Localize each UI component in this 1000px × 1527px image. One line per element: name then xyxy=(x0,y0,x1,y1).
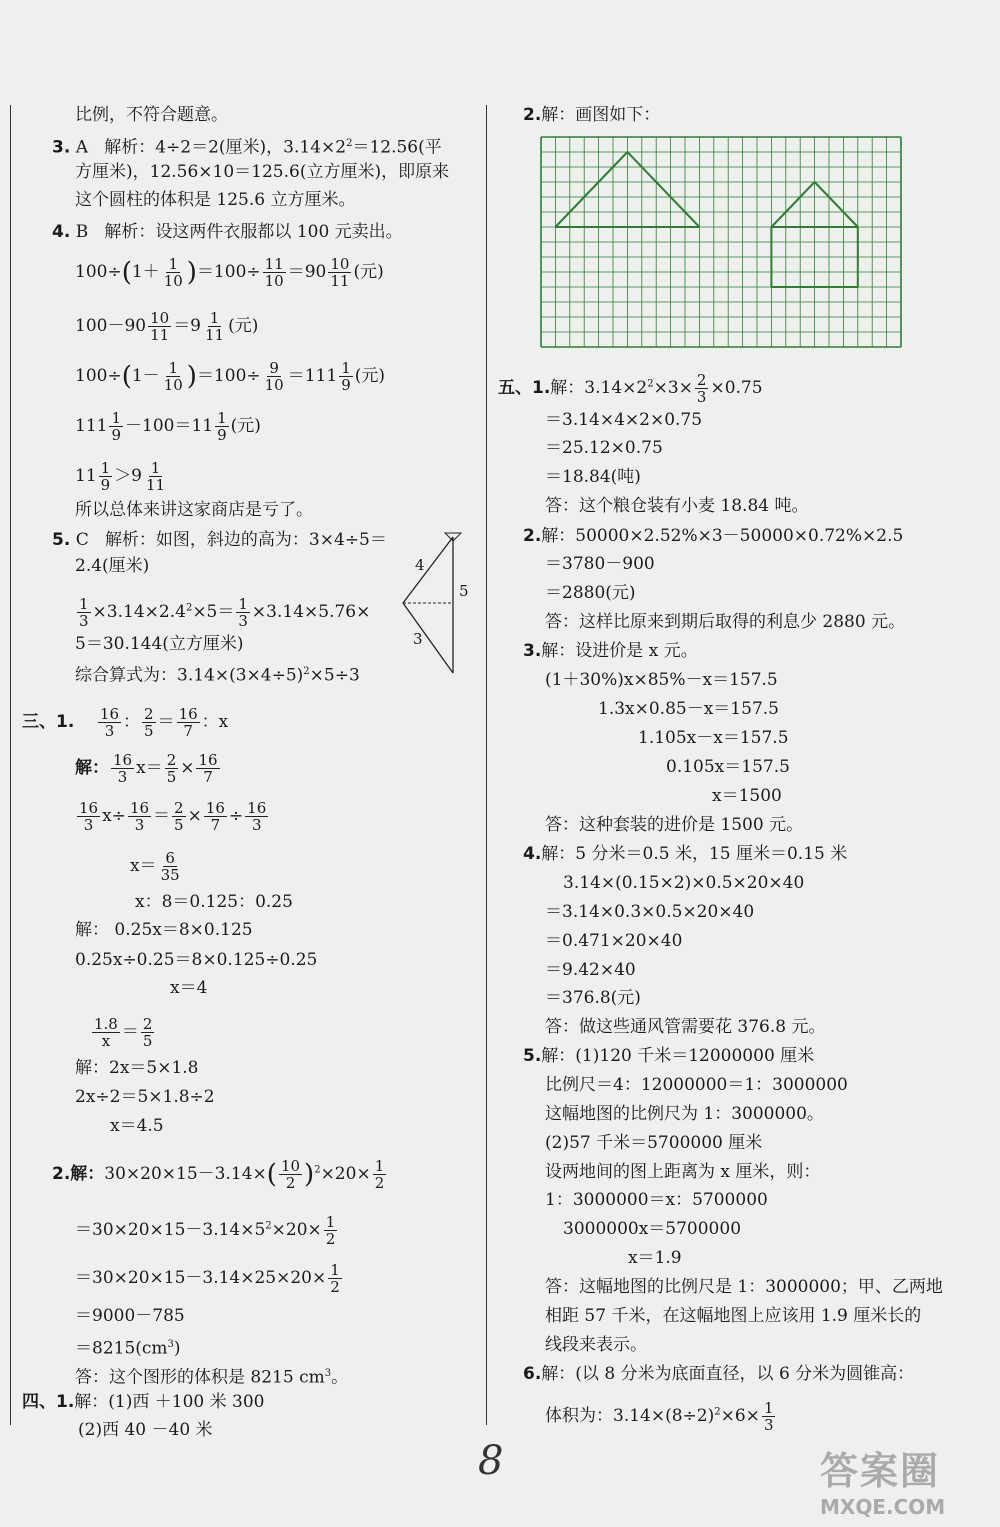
equation-line: $\frac{1.8}{x}$ ＝ $\frac{2}{5}$ xyxy=(94,1015,153,1050)
text-line: ＝9.42×40 xyxy=(545,960,636,980)
text-line: x＝4 xyxy=(170,978,208,998)
text-line: 答：做这些通风管需要花 376.8 元。 xyxy=(545,1017,826,1037)
equation-line: 体积为：$3.14\times(8\div 2)^2\times 6\times$ $\frac{1}{3}$ xyxy=(545,1399,774,1434)
column-divider xyxy=(486,105,487,1425)
question-5: 5. C 解析：如图，斜边的高为：3×4÷5＝ xyxy=(52,530,387,550)
text-line: 5＝30.144(立方厘米) xyxy=(75,634,244,654)
triangle-svg xyxy=(395,525,475,685)
small-house-roof xyxy=(771,182,814,227)
grid-svg xyxy=(540,136,902,350)
question-line: 3.解：设进价是 x 元。 xyxy=(523,641,698,661)
section-4-line1: 四、1.解：(1)西 ＋100 米 300 xyxy=(22,1392,265,1412)
equation-line: 五、1.解：$3.14\times 2^2\times 3\times$ $\frac{2}{3}$ ×0.75 xyxy=(498,371,763,406)
triangle-figure xyxy=(395,525,475,685)
question-line: 5.解：(1)120 千米＝12000000 厘米 xyxy=(523,1046,815,1066)
text-line: 比例尺＝4：12000000＝1：3000000 xyxy=(545,1075,848,1095)
text-line: 答：这样比原来到期后取得的利息少 2880 元。 xyxy=(545,612,906,632)
text-line: x＝1.9 xyxy=(628,1248,682,1268)
text-line: ＝376.8(元) xyxy=(545,988,641,1008)
side-label-4: 4 xyxy=(415,556,425,574)
equation-line: $\frac{16}{3}$ x÷ $\frac{16}{3}$ ＝ $\frac{2}{5}$ × $\frac{16}{7}$ ÷ $\frac{16}{3}$ xyxy=(79,799,267,834)
text-line: 所以总体来讲这家商店是亏了。 xyxy=(75,500,313,520)
text-line: 2x÷2＝5×1.8÷2 xyxy=(75,1087,215,1107)
text-line: 比例，不符合题意。 xyxy=(75,105,228,125)
equation-line: 解： $\frac{16}{3}$ x＝ $\frac{2}{5}$ × $\frac{16}{7}$ xyxy=(75,751,218,786)
left-margin-rule xyxy=(10,105,11,1425)
text-line: x：8＝0.125：0.25 xyxy=(135,892,293,912)
text-line: 0.25x÷0.25＝8×0.125÷0.25 xyxy=(75,950,318,970)
question-line: 6.解：(以 8 分米为底面直径，以 6 分米为圆锥高： xyxy=(523,1364,915,1384)
text-line: 这个圆柱的体积是 125.6 立方厘米。 xyxy=(75,190,356,210)
text-line: ＝3.14×0.3×0.5×20×40 xyxy=(545,902,755,922)
text-line: (1＋30%)x×85%－x＝157.5 xyxy=(545,670,778,690)
text-line: 答：这个图形的体积是 8215 $cm^3$。 xyxy=(75,1367,349,1388)
text-line: ＝2880(元) xyxy=(545,583,636,603)
text-line: ＝3.14×4×2×0.75 xyxy=(545,410,703,430)
equation-line: x＝ $\frac{6}{35}$ xyxy=(130,849,180,884)
big-house-roof xyxy=(555,152,627,227)
equation-line: $=30\times 20\times 15-3.14\times 5^2\times 20\times$ $\frac{1}{2}$ xyxy=(75,1213,336,1248)
equation-line: 100÷(1－ $\frac{1}{10}$ )＝100÷ $\frac{9}{10}$ ＝111 $\frac{1}{9}$ (元) xyxy=(75,359,385,394)
text-line: 设两地间的图上距离为 x 厘米，则： xyxy=(545,1162,821,1182)
section-4-line2: (2)西 40 －40 米 xyxy=(78,1420,213,1440)
text-line: 线段来表示。 xyxy=(545,1335,647,1355)
equation-line: 11 $\frac{1}{9}$ ＞9 $\frac{1}{11}$ xyxy=(75,459,166,494)
equation-line: 100÷(1＋ $\frac{1}{10}$ )＝100÷ $\frac{11}{10}$ ＝90 $\frac{10}{11}$ (元) xyxy=(75,255,384,290)
equation-line: 2.解：30×20×15－3.14×( $\frac{10}{2}$ )$^2$×20× $\frac{1}{2}$ xyxy=(52,1157,385,1192)
question-4: 4. B 解析：设这两件衣服都以 100 元卖出。 xyxy=(52,222,403,242)
page-number: 8 xyxy=(478,1438,504,1484)
text-line: 3.14×(0.15×2)×0.5×20×40 xyxy=(563,873,805,893)
equation-line: 100－90 $\frac{10}{11}$ ＝9 $\frac{1}{11}$ (元) xyxy=(75,309,259,344)
text-line: $=8215(cm^3)$ xyxy=(75,1338,181,1359)
text-line: ＝18.84(吨) xyxy=(545,467,641,487)
side-label-3: 3 xyxy=(413,630,423,648)
text-line: 解：2x＝5×1.8 xyxy=(75,1058,199,1078)
text-line: 这幅地图的比例尺为 1：3000000。 xyxy=(545,1104,824,1124)
small-house-roof xyxy=(815,182,858,227)
text-line: 1.105x－x＝157.5 xyxy=(638,728,789,748)
text-line: 解： 0.25x＝8×0.125 xyxy=(75,920,253,940)
text-line: ＝3780－900 xyxy=(545,554,655,574)
text-line: (2)57 千米＝5700000 厘米 xyxy=(545,1133,763,1153)
watermark-logo: 答案圈 MXQE.COM xyxy=(820,1449,946,1519)
text-line: 答：这个粮仓装有小麦 18.84 吨。 xyxy=(545,496,809,516)
text-line: 方厘米)，12.56×10＝125.6(立方厘米)，即原来 xyxy=(75,162,450,182)
question-2-heading: 2.解：画图如下： xyxy=(523,105,661,125)
text-line: 1.3x×0.85－x＝157.5 xyxy=(598,699,779,719)
text-line: 综合算式为：$3.14\times(3\times 4\div 5)^2\times 5\div 3$ xyxy=(75,665,360,686)
text-line: 0.105x＝157.5 xyxy=(666,757,790,777)
text-line: 答：这种套装的进价是 1500 元。 xyxy=(545,815,804,835)
text-line: 3000000x＝5700000 xyxy=(563,1219,742,1239)
text-line: 2.4(厘米) xyxy=(75,556,150,576)
text-line: ＝0.471×20×40 xyxy=(545,931,683,951)
text-line: ＝25.12×0.75 xyxy=(545,438,663,458)
text-line: 答：这幅地图的比例尺是 1：3000000；甲、乙两地 xyxy=(545,1277,943,1297)
text-line: 相距 57 千米，在这幅地图上应该用 1.9 厘米长的 xyxy=(545,1306,922,1326)
text-line: 1：3000000＝x：5700000 xyxy=(545,1190,768,1210)
question-line: 4.解：5 分米＝0.5 米，15 厘米＝0.15 米 xyxy=(523,844,848,864)
equation-line: ＝30×20×15－3.14×25×20× $\frac{1}{2}$ xyxy=(75,1261,340,1296)
big-house-roof xyxy=(627,152,699,227)
question-line: 2.解：50000×2.52%×3－50000×0.72%×2.5 xyxy=(523,526,904,546)
section-3-eq1: 三、1. $\frac{16}{3}$ ： $\frac{2}{5}$ ＝ $\frac{16}{7}$ ：x xyxy=(22,705,229,740)
text-line: x＝1500 xyxy=(712,786,782,806)
equation-line: $\frac{1}{3}$ $\times 3.14\times 2.4^2\times 5=$ $\frac{1}{3}$ ×3.14×5.76× xyxy=(79,595,371,630)
house-drawing-grid xyxy=(540,136,902,350)
question-3: 3. A 解析：4÷2＝2(厘米)，$3.14\times 2^2=12.56$(平 xyxy=(52,137,442,158)
text-line: ＝9000－785 xyxy=(75,1306,185,1326)
equation-line: 111 $\frac{1}{9}$ －100＝11 $\frac{1}{9}$ (元) xyxy=(75,409,261,444)
side-label-5: 5 xyxy=(459,582,469,600)
text-line: x＝4.5 xyxy=(110,1116,164,1136)
